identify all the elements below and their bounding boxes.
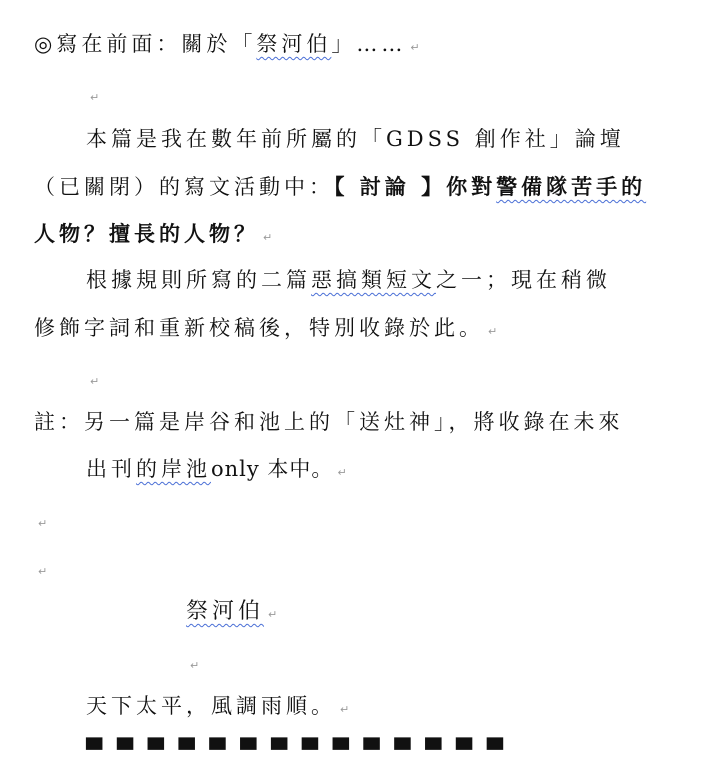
paragraph2-line1-b: 之一；現在稍微: [436, 268, 611, 292]
paragraph-mark-icon: ↵: [488, 325, 498, 338]
empty-paragraph: [34, 506, 47, 538]
paragraph1-line1: [86, 125, 625, 153]
story-first-line: [86, 692, 349, 724]
paragraph1-line1-text: 本篇是我在數年前所屬的「GDSS 創作社」論壇: [86, 127, 625, 151]
empty-paragraph: [86, 364, 99, 396]
paragraph1-line3: [34, 220, 272, 252]
paragraph-mark-icon: ↵: [263, 231, 273, 244]
paragraph-mark-icon: ↵: [90, 375, 100, 388]
paragraph2-line1: [86, 266, 611, 294]
empty-paragraph: [86, 80, 99, 112]
story-title: [186, 598, 277, 629]
paragraph2-line1-squig: 惡搞類短文: [311, 268, 436, 292]
paragraph1-line3-bold: 人物？擅長的人物？: [34, 222, 259, 246]
note-line2: [86, 455, 347, 487]
paragraph1-line2-plain: （已關閉）的寫文活動中：: [34, 175, 334, 199]
paragraph2-line1-a: 根據規則所寫的二篇: [86, 268, 311, 292]
cut-off-text-fragment: ▀ ▀ ▀ ▀ ▀ ▀ ▀ ▀ ▀ ▀ ▀ ▀ ▀ ▀: [86, 738, 507, 762]
paragraph-mark-icon: ↵: [340, 703, 350, 716]
paragraph2-line2-text: 修飾字詞和重新校稿後，特別收錄於此。: [34, 316, 484, 340]
story-title-text: 祭河伯: [186, 599, 265, 624]
empty-paragraph: [34, 554, 47, 586]
paragraph1-line2-squig: 警備隊苦手的: [496, 175, 647, 199]
heading-suffix: 」……: [331, 32, 407, 56]
note-line2-a: 出刊: [86, 457, 136, 481]
note-line1-text: 註：另一篇是岸谷和池上的「送灶神」，將收錄在未來: [34, 410, 624, 434]
note-line1: [34, 408, 624, 436]
note-line2-b: only 本中。: [211, 457, 334, 481]
paragraph-mark-icon: ↵: [38, 517, 48, 530]
paragraph1-line2: [34, 173, 646, 201]
cut-off-next-line: [0, 732, 713, 762]
paragraph-mark-icon: ↵: [38, 565, 48, 578]
story-first-line-text: 天下太平，風調雨順。: [86, 694, 336, 718]
heading-title-word: 祭河伯: [256, 32, 332, 56]
note-line2-squig: 的岸池: [136, 457, 211, 481]
paragraph-mark-icon: ↵: [90, 91, 100, 104]
empty-paragraph: [186, 648, 199, 680]
paragraph2-line2: [34, 314, 497, 346]
heading-prefix: ◎寫在前面：關於「: [34, 32, 257, 56]
paragraph-mark-icon: ↵: [410, 41, 420, 54]
paragraph-mark-icon: ↵: [337, 466, 347, 479]
paragraph-mark-icon: ↵: [190, 659, 200, 672]
paragraph1-line2-bold: 【 討論 】你對: [334, 175, 497, 199]
section-heading: [34, 30, 420, 62]
paragraph-mark-icon: ↵: [268, 608, 278, 621]
